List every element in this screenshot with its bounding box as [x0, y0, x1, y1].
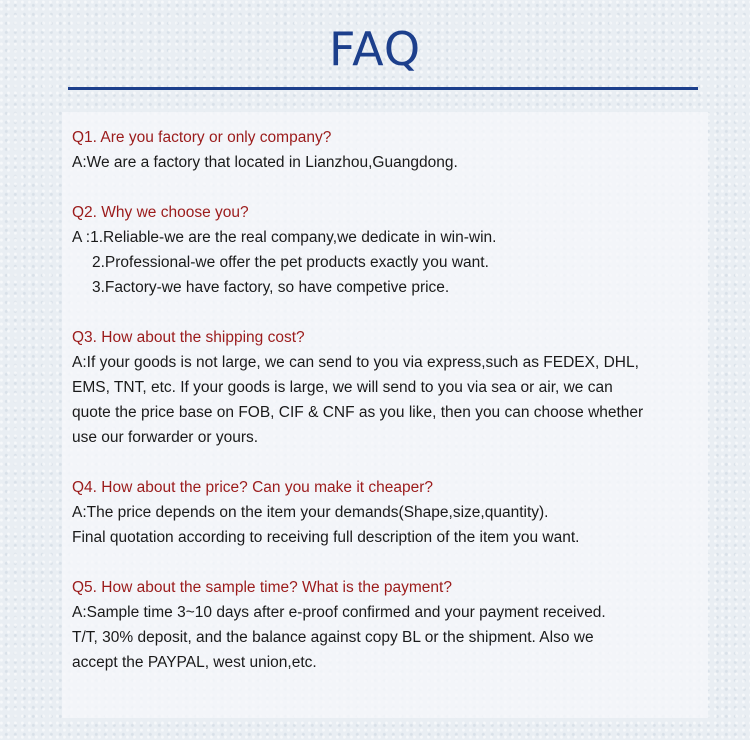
- faq-answer-line: A:We are a factory that located in Lianzhou,Guangdong.: [72, 154, 458, 171]
- page-title: FAQ: [328, 22, 422, 76]
- faq-answer-line: Final quotation according to receiving full description of the item you want.: [72, 529, 580, 546]
- faq-answer-line: T/T, 30% deposit, and the balance against copy BL or the shipment. Also we: [72, 629, 594, 646]
- faq-question: Q3. How about the shipping cost?: [72, 329, 305, 346]
- faq-list: [72, 125, 702, 700]
- faq-answer-line: 3.Factory-we have factory, so have competive price.: [92, 279, 450, 296]
- faq-item-1: [72, 125, 702, 175]
- faq-answer-line: EMS, TNT, etc. If your goods is large, we will send to you via sea or air, we can: [72, 379, 613, 396]
- faq-item-5: [72, 575, 702, 675]
- title-underline: [68, 87, 698, 90]
- faq-question: Q4. How about the price? Can you make it cheaper?: [72, 479, 434, 496]
- faq-question: Q1. Are you factory or only company?: [72, 129, 332, 146]
- faq-answer-line: use our forwarder or yours.: [72, 429, 259, 446]
- faq-item-3: [72, 325, 702, 450]
- faq-answer-line: A :1.Reliable-we are the real company,we dedicate in win-win.: [72, 229, 497, 246]
- faq-item-2: [72, 200, 702, 300]
- faq-item-4: [72, 475, 702, 550]
- faq-answer-line: quote the price base on FOB, CIF & CNF as you like, then you can choose whether: [72, 404, 644, 421]
- faq-question: Q2. Why we choose you?: [72, 204, 249, 221]
- faq-question: Q5. How about the sample time? What is the payment?: [72, 579, 452, 596]
- faq-answer-line: accept the PAYPAL, west union,etc.: [72, 654, 317, 671]
- faq-answer-line: A:If your goods is not large, we can send to you via express,such as FEDEX, DHL,: [72, 354, 639, 371]
- faq-answer-line: A:Sample time 3~10 days after e-proof confirmed and your payment received.: [72, 604, 606, 621]
- faq-answer-line: 2.Professional-we offer the pet products exactly you want.: [92, 254, 489, 271]
- faq-answer-line: A:The price depends on the item your demands(Shape,size,quantity).: [72, 504, 549, 521]
